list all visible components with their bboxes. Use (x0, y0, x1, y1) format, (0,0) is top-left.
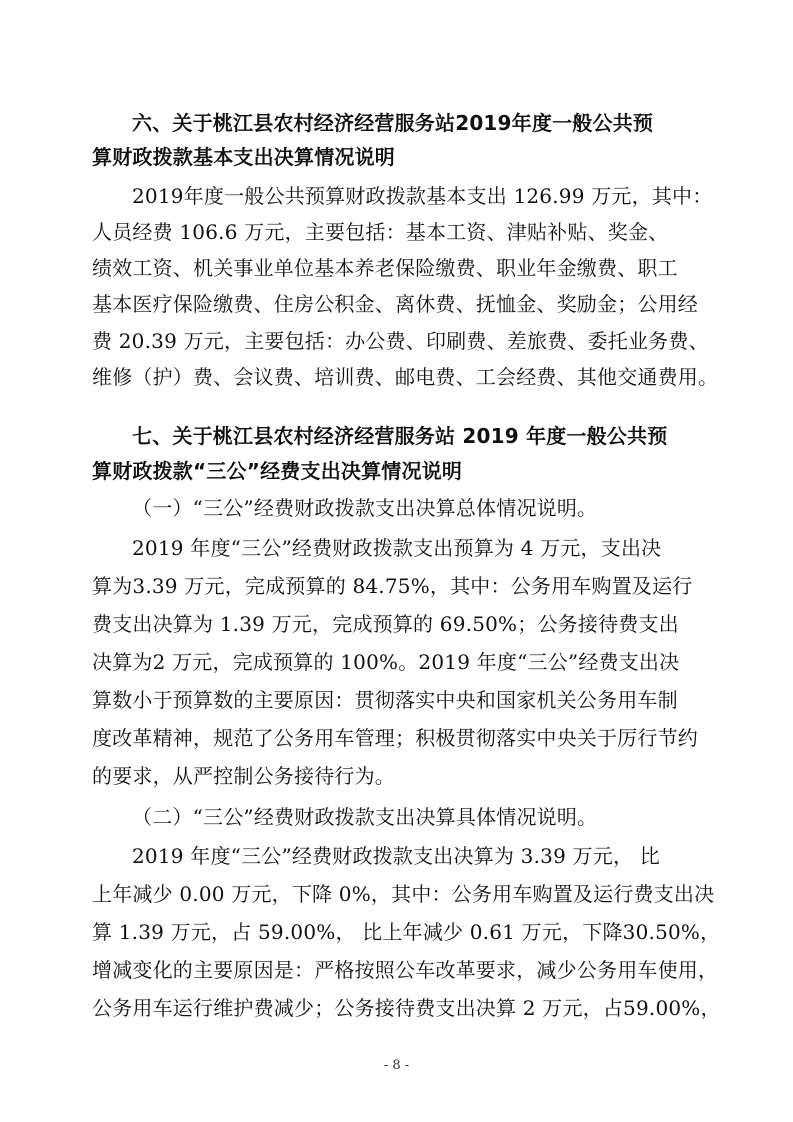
subsection1-body-line-7: 的要求，从严控制公务接待行为。 (92, 764, 395, 788)
subsection1-body-line-1: 2019 年度“三公”经费财政拨款支出预算为 4 万元，支出决 (132, 536, 662, 560)
subsection2-body-line-2: 上年减少 0.00 万元，下降 0%，其中：公务用车购置及运行费支出决 (92, 882, 715, 906)
section6-body-line-6: 维修（护）费、会议费、培训费、邮电费、工会经费、其他交通费用。 (92, 365, 719, 389)
page-number: - 8 - (383, 1058, 410, 1073)
section6-heading-line-1: 六、关于桃江县农村经济经营服务站2019年度一般公共预 (132, 111, 654, 135)
section7-heading-line-1: 七、关于桃江县农村经济经营服务站 2019 年度一般公共预 (132, 424, 668, 448)
subsection2-body-line-3: 算 1.39 万元，占 59.00%， 比上年减少 0.61 万元，下降30.50%， (92, 920, 721, 944)
subsection2-body-line-4: 增减变化的主要原因是：严格按照公车改革要求，减少公务用车使用， (92, 958, 719, 982)
section6-body-line-2: 人员经费 106.6 万元，主要包括：基本工资、津贴补贴、奖金、 (92, 220, 669, 244)
section6-body-line-1: 2019年度一般公共预算财政拨款基本支出 126.99 万元，其中： (132, 184, 713, 208)
section7-heading-line-2: 算财政拨款“三公”经费支出决算情况说明 (92, 459, 463, 483)
subsection1-body-line-6: 度改革精神，规范了公务用车管理；积极贯彻落实中央关于厉行节约 (92, 726, 698, 750)
section6-body-line-3: 绩效工资、机关事业单位基本养老保险缴费、职业年金缴费、职工 (92, 256, 678, 280)
section6-body-line-4: 基本医疗保险缴费、住房公积金、离休费、抚恤金、奖励金；公用经 (92, 292, 698, 316)
subsection1-body-line-2: 算为3.39 万元，完成预算的 84.75%，其中：公务用车购置及运行 (92, 574, 693, 598)
subsection1-title: （一）“三公”经费财政拨款支出决算总体情况说明。 (132, 496, 598, 520)
subsection2-body-line-5: 公务用车运行维护费减少；公务接待费支出决算 2 万元，占59.00%， (92, 996, 721, 1020)
subsection1-body-line-5: 算数小于预算数的主要原因：贯彻落实中央和国家机关公务用车制 (92, 688, 678, 712)
subsection1-body-line-3: 费支出决算为 1.39 万元，完成预算的 69.50%；公务接待费支出 (92, 612, 679, 636)
subsection2-body-line-1: 2019 年度“三公”经费财政拨款支出决算为 3.39 万元， 比 (132, 844, 660, 868)
section6-heading-line-2: 算财政拨款基本支出决算情况说明 (92, 145, 395, 169)
subsection1-body-line-4: 决算为2 万元，完成预算的 100%。2019 年度“三公”经费支出决 (92, 650, 680, 674)
subsection2-title: （二）“三公”经费财政拨款支出决算具体情况说明。 (132, 805, 598, 829)
section6-body-line-5: 费 20.39 万元，主要包括：办公费、印刷费、差旅费、委托业务费、 (92, 329, 709, 353)
